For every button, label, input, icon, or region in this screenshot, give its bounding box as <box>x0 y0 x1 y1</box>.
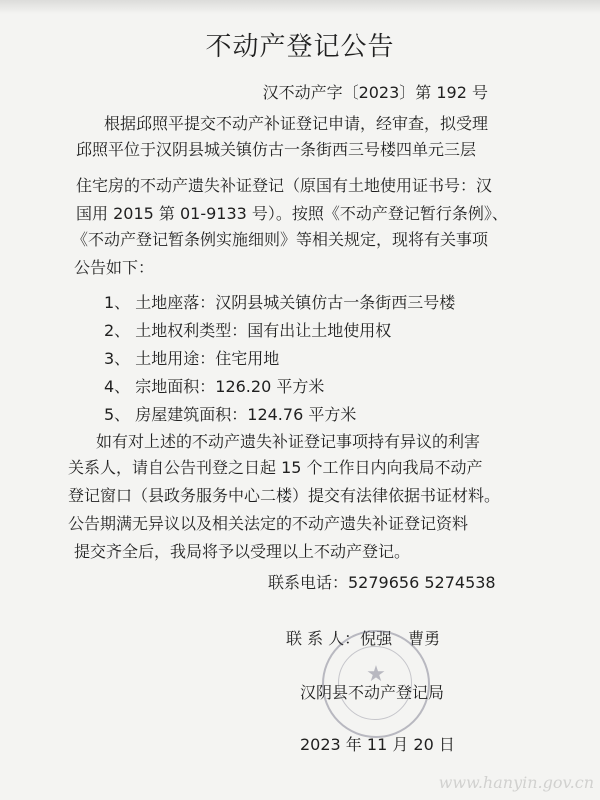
doc-number: 汉不动产字〔2023〕第 192 号 <box>262 83 488 102</box>
site-watermark: www.hanyin.gov.cn <box>438 773 594 792</box>
closing-line-5: 提交齐全后，我局将予以受理以上不动产登记。 <box>74 542 411 561</box>
notice-title: 不动产登记公告 <box>205 32 395 62</box>
item-land-area: 4、 宗地面积：126.20 平方米 <box>104 377 325 396</box>
body-line-3: 住宅房的不动产遗失补证登记（原国有土地使用证书号：汉 <box>76 176 493 195</box>
contact-phone: 联系电话：5279656 5274538 <box>268 573 496 592</box>
closing-line-4: 公告期满无异议以及相关法定的不动产遗失补证登记资料 <box>68 514 469 533</box>
body-line-2: 邱照平位于汉阴县城关镇仿古一条街西三号楼四单元三层 <box>76 140 477 159</box>
seal-star-icon: ★ <box>366 662 386 687</box>
item-location: 1、 土地座落：汉阴县城关镇仿古一条街西三号楼 <box>104 293 456 312</box>
issue-date: 2023 年 11 月 20 日 <box>300 735 455 754</box>
issuer-name: 汉阴县不动产登记局 <box>300 683 445 702</box>
contact-persons: 联 系 人：倪强 曹勇 <box>286 629 441 648</box>
body-line-4: 国用 2015 第 01-9133 号）。按照《不动产登记暂行条例》、 <box>76 204 508 223</box>
paper-shadow <box>0 0 600 14</box>
closing-line-2: 关系人，请自公告刊登之日起 15 个工作日内向我局不动产 <box>68 458 483 477</box>
body-line-5: 《不动产登记暂条例实施细则》等相关规定，现将有关事项 <box>72 230 489 249</box>
body-line-6: 公告如下： <box>74 258 155 277</box>
closing-line-1: 如有对上述的不动产遗失补证登记事项持有异议的利害 <box>96 432 481 451</box>
item-land-use: 3、 土地用途：住宅用地 <box>104 349 280 368</box>
closing-line-3: 登记窗口（县政务服务中心二楼）提交有法律依据书证材料。 <box>68 486 501 505</box>
item-right-type: 2、 土地权利类型：国有出让土地使用权 <box>104 321 392 340</box>
body-line-1: 根据邱照平提交不动产补证登记申请，经审查，拟受理 <box>104 114 489 133</box>
item-building-area: 5、 房屋建筑面积：124.76 平方米 <box>104 405 357 424</box>
